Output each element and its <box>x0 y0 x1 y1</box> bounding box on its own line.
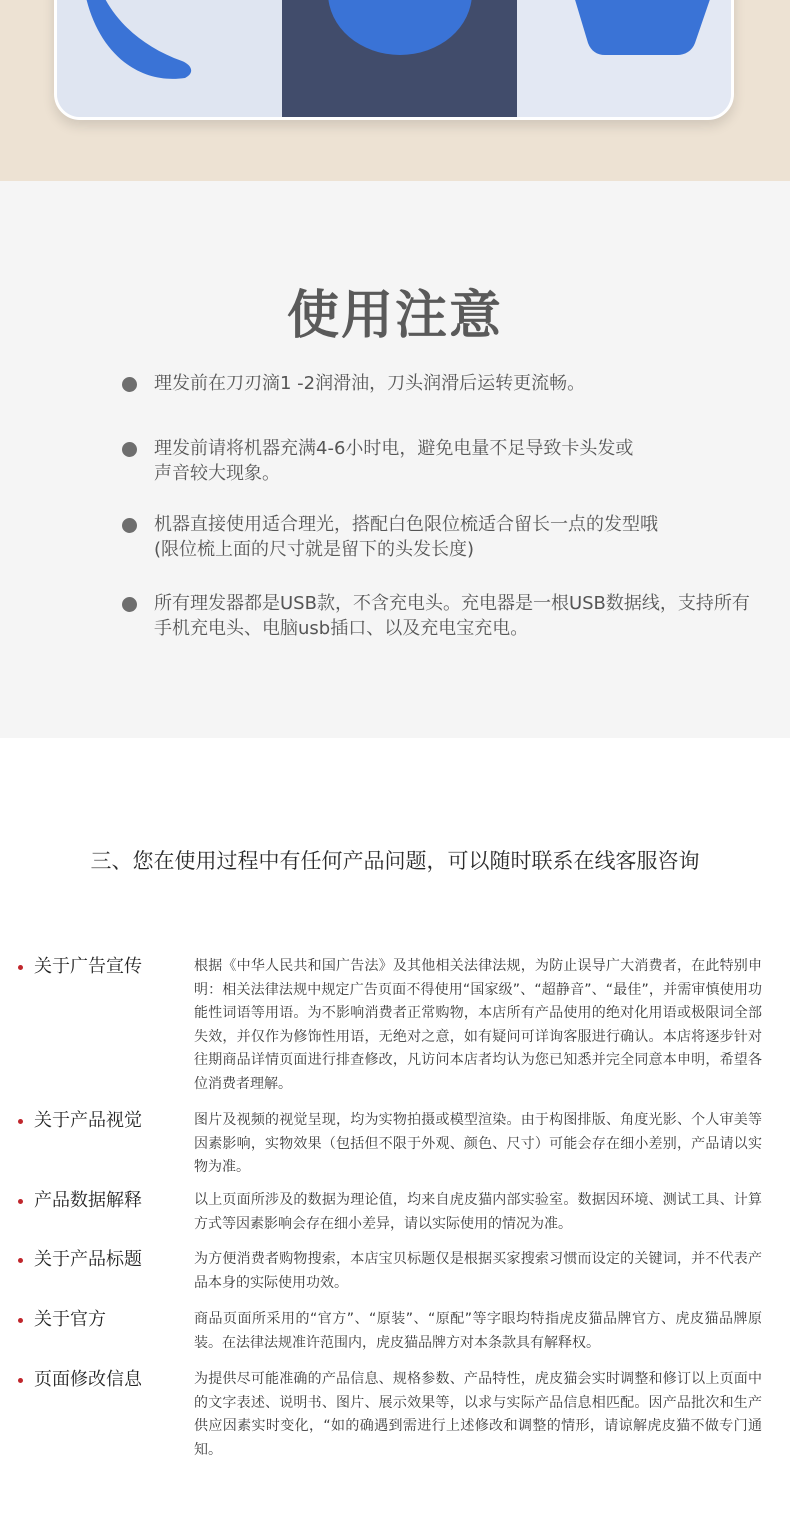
product-panel-left <box>57 0 282 120</box>
red-bullet-icon <box>18 965 23 970</box>
usage-note-text: 理发前请将机器充满4-6小时电，避免电量不足导致卡头发或声音较大现象。 <box>154 438 634 484</box>
legal-row-text: 以上页面所涉及的数据为理论值，均来自虎皮猫内部实验室。数据因环境、测试工具、计算方式等因素影响会存在细小差异，请以实际使用的情况为准。 <box>194 1192 762 1232</box>
product-panel-middle <box>282 0 517 120</box>
legal-row-label: 关于广告宣传 <box>34 956 142 977</box>
red-bullet-icon <box>18 1258 23 1263</box>
usage-note-text: 理发前在刀刃滴1 -2润滑油，刀头润滑后运转更流畅。 <box>154 373 586 394</box>
legal-row-label: 页面修改信息 <box>34 1369 142 1390</box>
usage-note-text: 机器直接使用适合理光，搭配白色限位梳适合留长一点的发型哦(限位梳上面的尺寸就是留下的头发长度) <box>154 514 658 560</box>
product-panel-right <box>517 0 734 120</box>
red-bullet-icon <box>18 1318 23 1323</box>
legal-row-label: 关于产品视觉 <box>34 1110 142 1131</box>
legal-row-text: 商品页面所采用的“官方”、“原装”、“原配”等字眼均特指虎皮猫品牌官方、虎皮猫品牌原装。在法律法规准许范围内，虎皮猫品牌方对本条款具有解释权。 <box>194 1311 762 1351</box>
legal-row-text: 根据《中华人民共和国广告法》及其他相关法律法规，为防止误导广大消费者，在此特别申明：相关法律法规中规定广告页面不得使用“国家级”、“超静音”、“最佳”，并需审慎使用功能性词语等用语。为不影响消费者正常购物，本店所有产品使用的绝对化用语或极限词全部失效，并仅作为修饰性用语，无绝对之意，如有疑问可详询客服进行确认。本店将逐步针对往期商品详情页面进行排查修改，凡访问本店者均认为您已知悉并完全同意本申明，希望各位消费者理解。 <box>194 958 762 1092</box>
usage-title: 使用注意 <box>286 286 503 346</box>
trapezoid-head-graphic <box>517 0 734 120</box>
legal-row-text: 为方便消费者购物搜索，本店宝贝标题仅是根据买家搜索习惯而设定的关键词，并不代表产品本身的实际使用功效。 <box>194 1251 762 1291</box>
product-image-band <box>0 0 790 181</box>
bullet-dot-icon <box>122 597 137 612</box>
legal-row-label: 产品数据解释 <box>34 1190 142 1211</box>
red-bullet-icon <box>18 1378 23 1383</box>
round-head-graphic <box>282 0 517 120</box>
legal-row-text: 图片及视频的视觉呈现，均为实物拍摄或模型渲染。由于构图排版、角度光影、个人审美等因素影响，实物效果（包括但不限于外观、颜色、尺寸）可能会存在细小差别，产品请以实物为准。 <box>194 1112 762 1175</box>
service-heading: 三、您在使用过程中有任何产品问题，可以随时联系在线客服咨询 <box>90 849 700 873</box>
bullet-dot-icon <box>122 442 137 457</box>
bullet-dot-icon <box>122 518 137 533</box>
bullet-dot-icon <box>122 377 137 392</box>
red-bullet-icon <box>18 1119 23 1124</box>
usage-note-text: 所有理发器都是USB款，不含充电头。充电器是一根USB数据线，支持所有手机充电头、电脑usb插口、以及充电宝充电。 <box>154 593 750 639</box>
crescent-shape-graphic <box>57 0 282 120</box>
legal-row-label: 关于产品标题 <box>34 1249 142 1270</box>
red-bullet-icon <box>18 1199 23 1204</box>
product-card <box>54 0 734 120</box>
usage-notes-section <box>0 181 790 738</box>
legal-row-text: 为提供尽可能准确的产品信息、规格参数、产品特性，虎皮猫会实时调整和修订以上页面中的文字表述、说明书、图片、展示效果等，以求与实际产品信息相匹配。因产品批次和生产供应因素实时变化，“如的确遇到需进行上述修改和调整的情形，请谅解虎皮猫不做专门通知。 <box>194 1371 762 1458</box>
legal-row-label: 关于官方 <box>34 1309 106 1330</box>
